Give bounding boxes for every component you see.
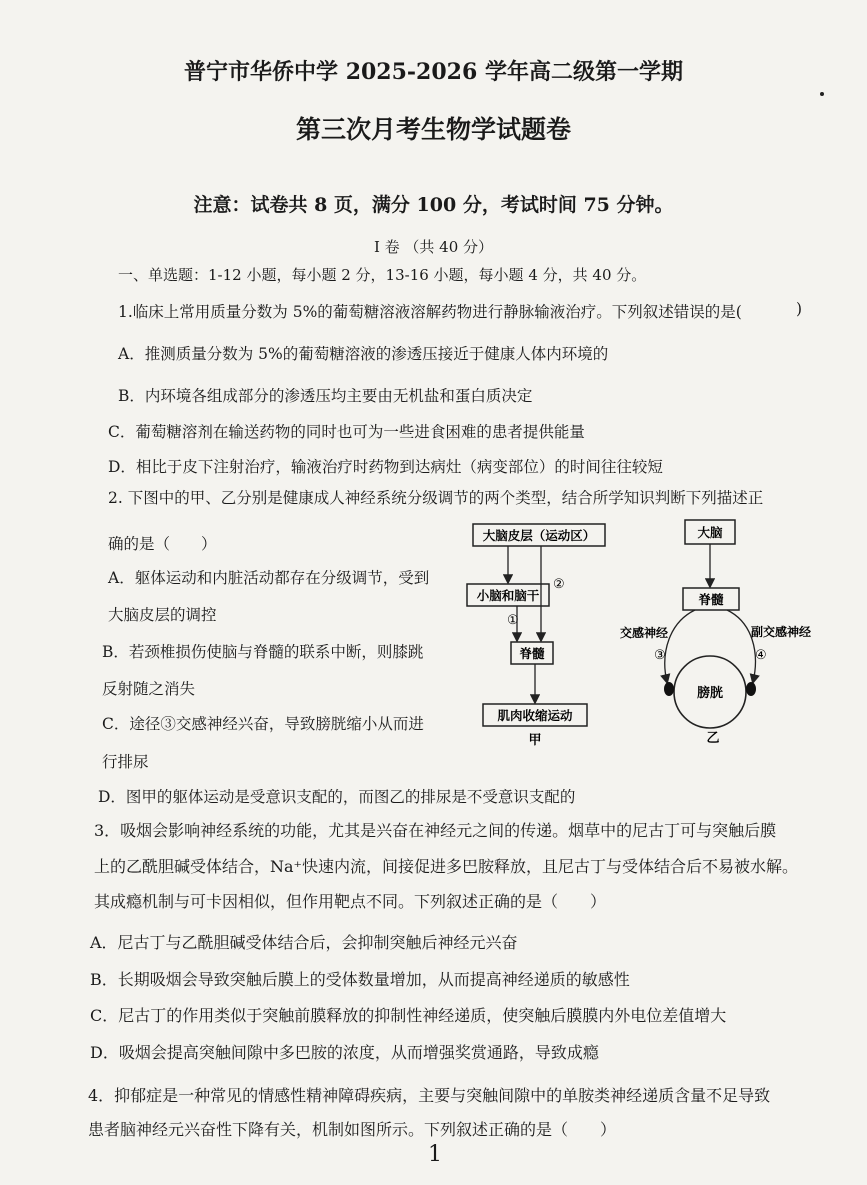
muscle-label: 肌肉收缩运动: [497, 708, 573, 723]
spinal-label-jia: 脊髓: [519, 646, 545, 661]
path-2-label: ②: [553, 577, 565, 592]
q4-stem-line2: 患者脑神经元兴奋性下降有关，机制如图所示。下列叙述正确的是（ ）: [88, 1120, 617, 1139]
q2-option-c-line1: C．途径③交感神经兴奋，导致膀胱缩小从而进: [102, 715, 424, 733]
section-heading: 一、单选题：1-12 小题，每小题 2 分，13-16 小题，每小题 4 分，共 40 分。: [118, 266, 647, 284]
q2-option-c-line2: 行排尿: [102, 753, 149, 771]
q2-option-b-line2: 反射随之消失: [102, 680, 196, 698]
path-3-label: ③: [654, 648, 666, 663]
bladder-left-dot: [664, 682, 674, 696]
q3-option-c: C．尼古丁的作用类似于突触前膜释放的抑制性神经递质，使突触后膜膜内外电位差值增大: [90, 1006, 727, 1025]
exam-school-title: 普宁市华侨中学 2025-2026 学年高二级第一学期: [184, 59, 683, 85]
q1-stem-close: ): [796, 300, 803, 318]
cerebellum-label: 小脑和脑干: [476, 588, 540, 603]
q3-stem-line3: 其成瘾机制与可卡因相似，但作用靶点不同。下列叙述正确的是（ ）: [94, 892, 607, 911]
diagram-jia-label: 甲: [528, 733, 542, 748]
q2-stem-line1: 2. 下图中的甲、乙分别是健康成人神经系统分级调节的两个类型，结合所学知识判断下列描述正: [108, 489, 764, 507]
bladder-label: 膀胱: [696, 686, 724, 701]
q3-option-d: D．吸烟会提高突触间隙中多巴胺的浓度，从而增强奖赏通路，导致成瘾: [90, 1043, 599, 1062]
q1-option-b: B．内环境各组成部分的渗透压均主要由无机盐和蛋白质决定: [118, 387, 533, 405]
q2-stem-line2: 确的是（ ）: [108, 535, 217, 553]
q2-option-b-line1: B．若颈椎损伤使脑与脊髓的联系中断，则膝跳: [102, 643, 424, 661]
q3-stem-line2: 上的乙酰胆碱受体结合，Na⁺快速内流，间接促进多巴胺释放，且尼古丁与受体结合后不易被水解。: [94, 857, 798, 876]
parasympathetic-label: 副交感神经: [751, 625, 812, 639]
q1-option-a: A．推测质量分数为 5%的葡萄糖溶液的渗透压接近于健康人体内环境的: [118, 345, 609, 363]
exam-paper-title: 第三次月考生物学试题卷: [295, 115, 571, 144]
q2-option-d: D．图甲的躯体运动是受意识支配的，而图乙的排尿是不受意识支配的: [98, 788, 576, 806]
q1-stem: 1.临床上常用质量分数为 5%的葡萄糖溶液溶解药物进行静脉输液治疗。下列叙述错误的是(: [118, 303, 742, 321]
path-4-label: ④: [755, 648, 767, 663]
q3-stem-line1: 3．吸烟会影响神经系统的功能，尤其是兴奋在神经元之间的传递。烟草中的尼古丁可与突触后膜: [94, 821, 777, 840]
speck: [820, 92, 824, 96]
q3-option-b: B．长期吸烟会导致突触后膜上的受体数量增加，从而提高神经递质的敏感性: [90, 970, 630, 989]
exam-notice: 注意：试卷共 8 页，满分 100 分，考试时间 75 分钟。: [193, 194, 674, 216]
q3-option-a: A．尼古丁与乙酰胆碱受体结合后，会抑制突触后神经元兴奋: [90, 933, 518, 952]
brain-label: 大脑: [697, 525, 723, 540]
nervous-system-diagram: [455, 512, 835, 752]
part-heading: I 卷 （共 40 分）: [373, 238, 494, 256]
path-1-label: ①: [507, 613, 519, 628]
q1-option-c: C．葡萄糖溶剂在输送药物的同时也可为一些进食困难的患者提供能量: [108, 423, 585, 441]
q2-option-a-line1: A．躯体运动和内脏活动都存在分级调节，受到: [108, 569, 430, 587]
cortex-label: 大脑皮层（运动区）: [482, 528, 596, 543]
sympathetic-label: 交感神经: [620, 626, 669, 640]
q1-option-d: D．相比于皮下注射治疗，输液治疗时药物到达病灶（病变部位）的时间往往较短: [108, 458, 663, 476]
bladder-right-dot: [746, 682, 756, 696]
q4-stem-line1: 4．抑郁症是一种常见的情感性精神障碍疾病，主要与突触间隙中的单胺类神经递质含量不足导致: [88, 1086, 771, 1105]
spinal-label-yi: 脊髓: [698, 592, 724, 607]
diagram-yi-label: 乙: [706, 731, 720, 746]
q2-option-a-line2: 大脑皮层的调控: [108, 606, 217, 624]
page-number: 1: [428, 1142, 442, 1167]
